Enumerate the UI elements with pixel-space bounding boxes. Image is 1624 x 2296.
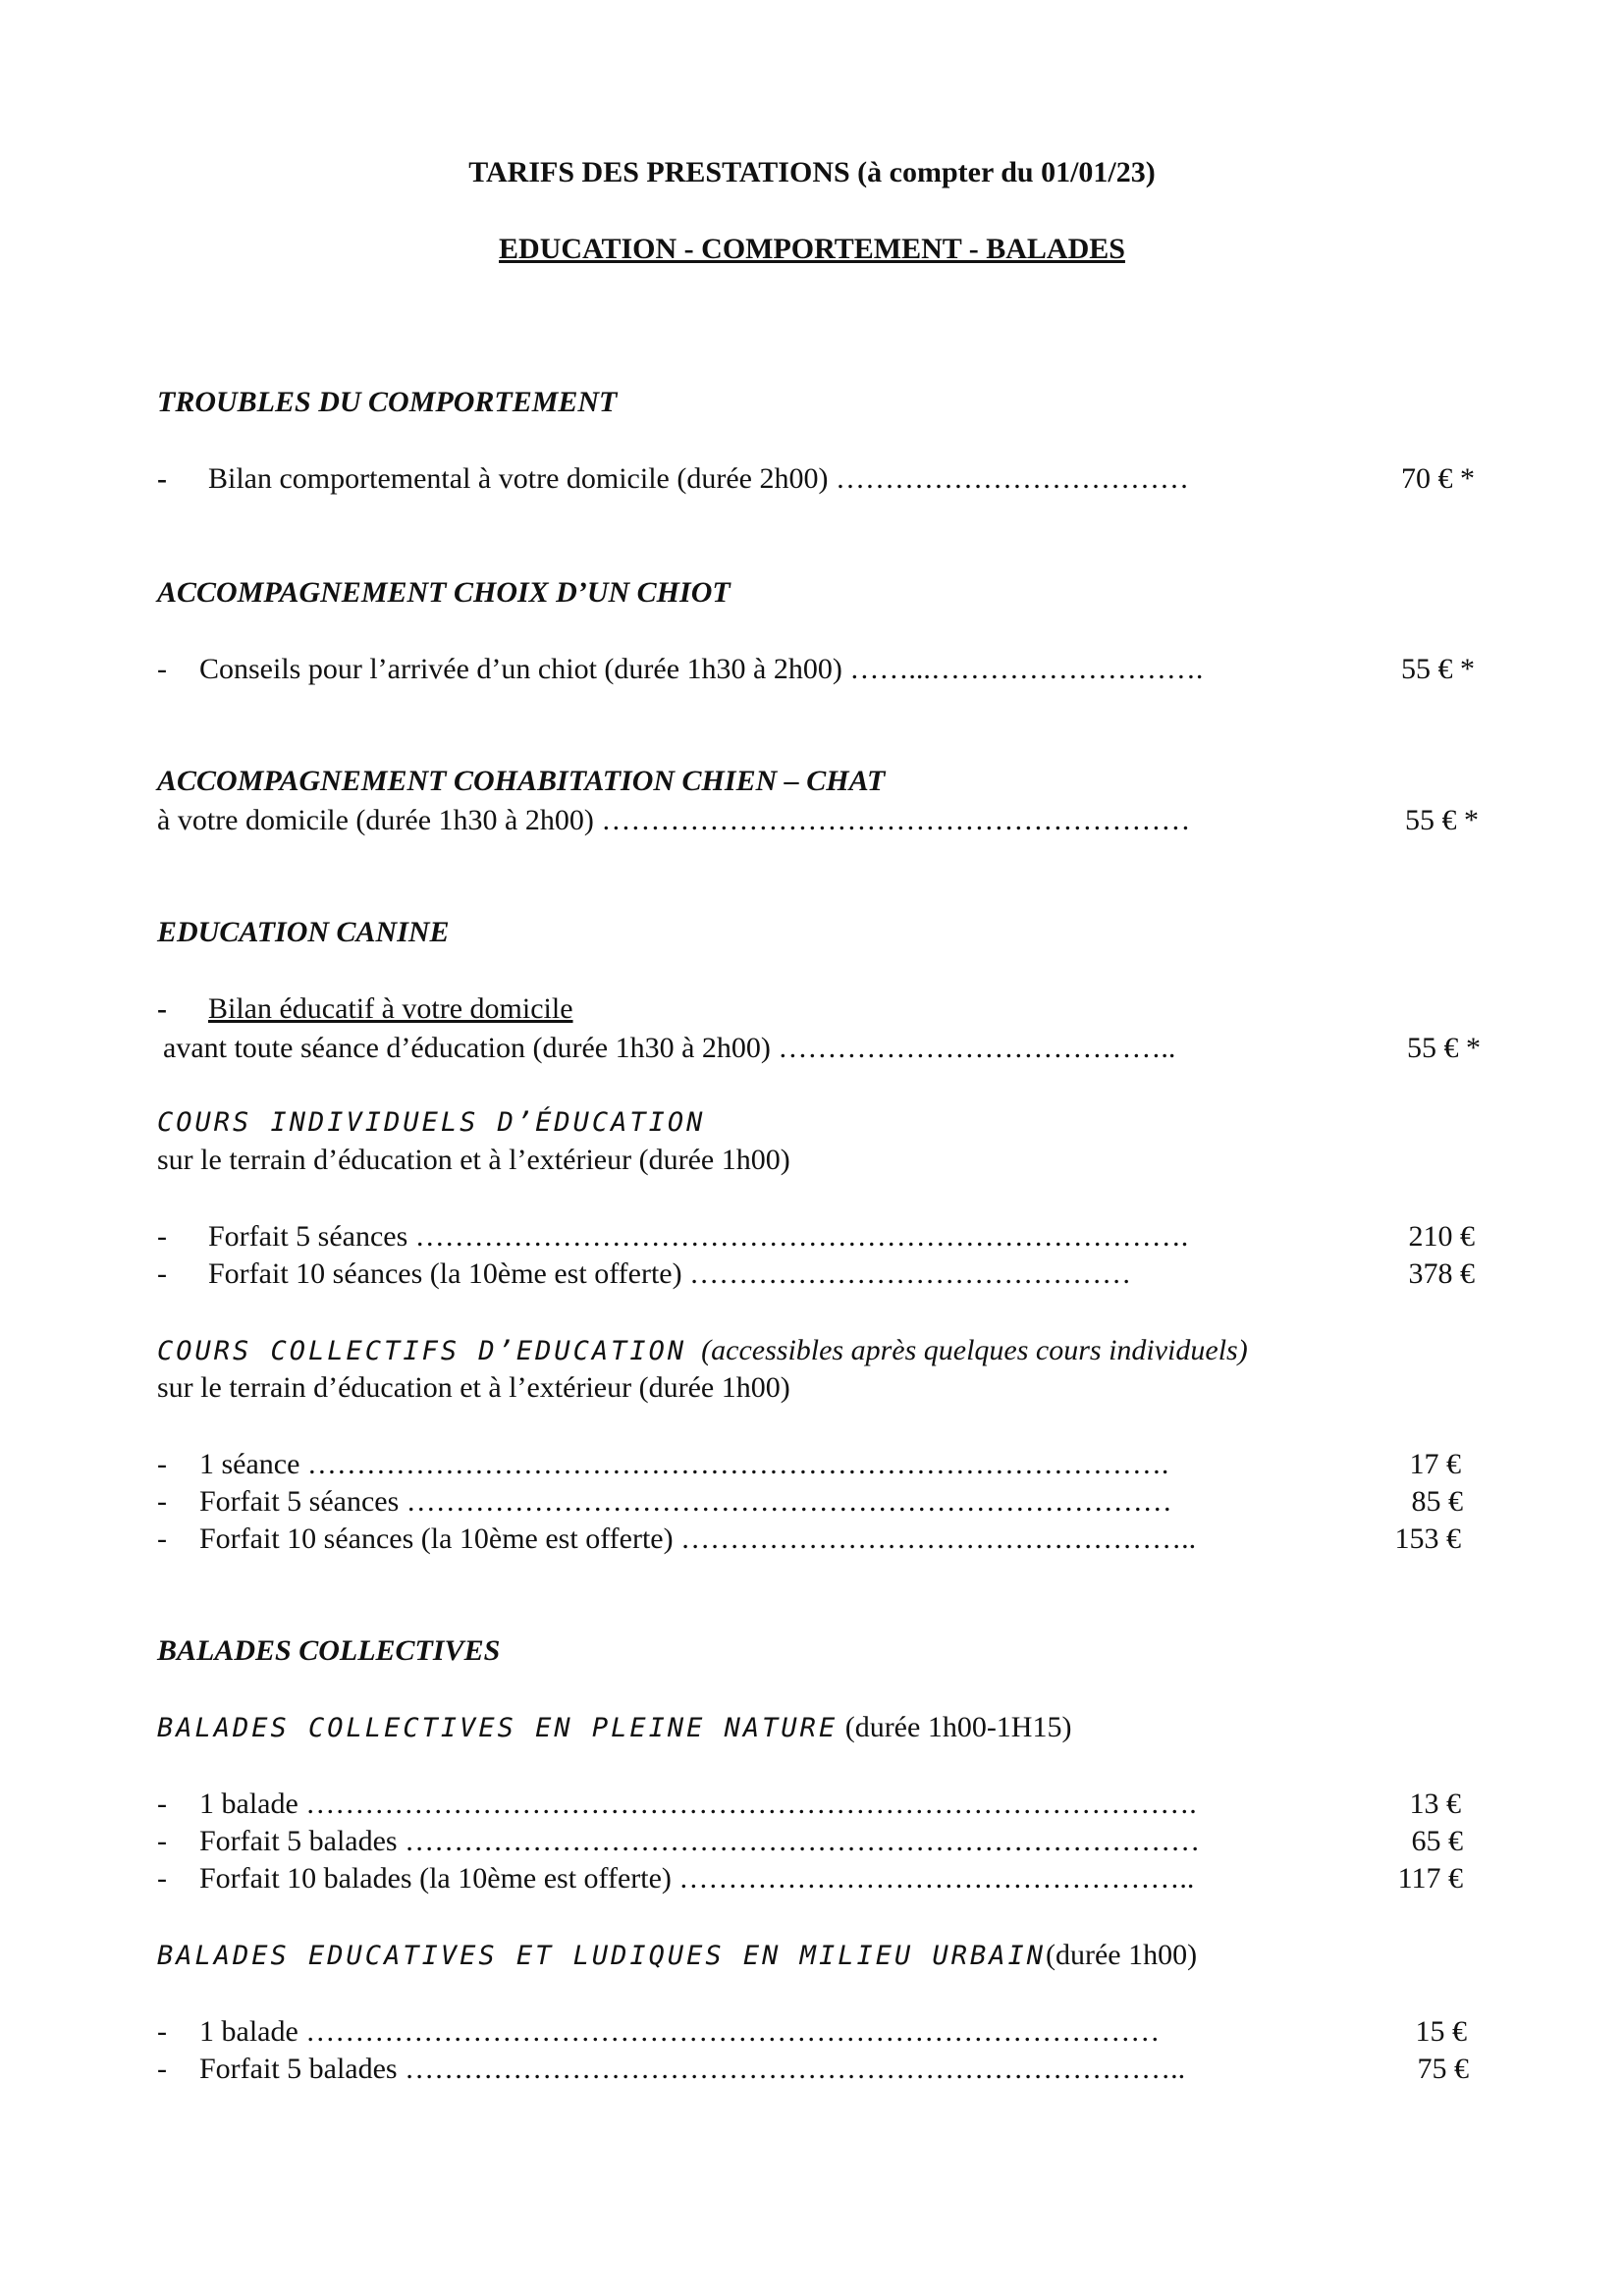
row-dash: - bbox=[157, 1220, 167, 1253]
section-heading-chiot: ACCOMPAGNEMENT CHOIX D’UN CHIOT bbox=[157, 576, 731, 609]
section-heading-individuels: COURS INDIVIDUELS D’ÉDUCATION bbox=[157, 1107, 706, 1138]
row-label: Forfait 10 séances (la 10ème est offerte) …………………………………………….. bbox=[199, 1522, 1197, 1555]
row-price: 17 € bbox=[1409, 1448, 1461, 1480]
row-price: 153 € bbox=[1394, 1522, 1461, 1555]
row-dash: - bbox=[157, 1522, 167, 1555]
row-price: 210 € bbox=[1408, 1220, 1475, 1253]
section-heading-balades: BALADES COLLECTIVES bbox=[157, 1634, 501, 1667]
section-heading-collectifs: COURS COLLECTIFS D’EDUCATION (accessibles après quelques cours individuels) bbox=[157, 1334, 1248, 1366]
row-price: 55 € * bbox=[1407, 1032, 1481, 1064]
page-subtitle: EDUCATION - COMPORTEMENT - BALADES bbox=[499, 233, 1125, 265]
section-heading-education: EDUCATION CANINE bbox=[157, 916, 450, 948]
row-label: avant toute séance d’éducation (durée 1h30 à 2h00) ………………………………….. bbox=[163, 1032, 1176, 1064]
row-label: 1 séance ……………………………………………………………………………. bbox=[199, 1448, 1169, 1480]
row-price: 13 € bbox=[1409, 1788, 1461, 1820]
row-dash: - bbox=[157, 2015, 167, 2048]
row-label: 1 balade ………………………………………………………………………………. bbox=[199, 1788, 1197, 1820]
row-price: 65 € bbox=[1411, 1825, 1463, 1857]
row-dash: - bbox=[157, 1448, 167, 1480]
row-label: Forfait 10 séances (la 10ème est offerte) ……………………………………… bbox=[208, 1257, 1132, 1290]
section-description: sur le terrain d’éducation et à l’extérieur (durée 1h00) bbox=[157, 1144, 790, 1176]
page-title: TARIFS DES PRESTATIONS (à compter du 01/01/23) bbox=[468, 156, 1156, 188]
row-dash: - bbox=[157, 1825, 167, 1857]
section-heading-troubles: TROUBLES DU COMPORTEMENT bbox=[157, 386, 618, 418]
row-price: 55 € * bbox=[1401, 653, 1475, 685]
row-label: Forfait 10 balades (la 10ème est offerte) …………………………………………….. bbox=[199, 1862, 1195, 1895]
section-description: sur le terrain d’éducation et à l’extérieur (durée 1h00) bbox=[157, 1371, 790, 1404]
section-heading-urbain: BALADES EDUCATIVES ET LUDIQUES EN MILIEU URBAIN(durée 1h00) bbox=[157, 1939, 1198, 1971]
row-label: Forfait 5 séances ……………………………………………………………………. bbox=[208, 1220, 1189, 1253]
row-price: 75 € bbox=[1417, 2053, 1469, 2085]
row-dash: - bbox=[157, 992, 167, 1025]
row-price: 15 € bbox=[1415, 2015, 1467, 2048]
row-label: Forfait 5 balades ……………………………………………………………………… bbox=[199, 1825, 1201, 1857]
row-label: Forfait 5 séances …………………………………………………………………… bbox=[199, 1485, 1172, 1518]
section-heading-nature: BALADES COLLECTIVES EN PLEINE NATURE (durée 1h00-1H15) bbox=[157, 1711, 1072, 1743]
row-price: 117 € bbox=[1397, 1862, 1463, 1895]
row-dash: - bbox=[157, 1862, 167, 1895]
row-label: Conseils pour l’arrivée d’un chiot (durée 1h30 à 2h00) ……...………………………. bbox=[199, 653, 1204, 685]
row-price: 55 € * bbox=[1405, 804, 1479, 836]
row-dash: - bbox=[157, 1257, 167, 1290]
row-title: Bilan éducatif à votre domicile bbox=[208, 992, 573, 1025]
row-dash: - bbox=[157, 2053, 167, 2085]
row-dash: - bbox=[157, 1485, 167, 1518]
row-dash: - bbox=[157, 1788, 167, 1820]
row-price: 85 € bbox=[1411, 1485, 1463, 1518]
row-label: Forfait 5 balades …………………………………………………………………….. bbox=[199, 2053, 1186, 2085]
row-price: 70 € * bbox=[1401, 462, 1475, 495]
section-heading-cohabitation: ACCOMPAGNEMENT COHABITATION CHIEN – CHAT bbox=[157, 765, 886, 797]
row-dash: - bbox=[157, 462, 167, 495]
row-label: à votre domicile (durée 1h30 à 2h00) …………………………………………………… bbox=[157, 804, 1191, 836]
row-label: Bilan comportemental à votre domicile (durée 2h00) ……………………………… bbox=[208, 462, 1189, 495]
row-label: 1 balade …………………………………………………………………………… bbox=[199, 2015, 1161, 2048]
row-dash: - bbox=[157, 653, 167, 685]
row-price: 378 € bbox=[1408, 1257, 1475, 1290]
